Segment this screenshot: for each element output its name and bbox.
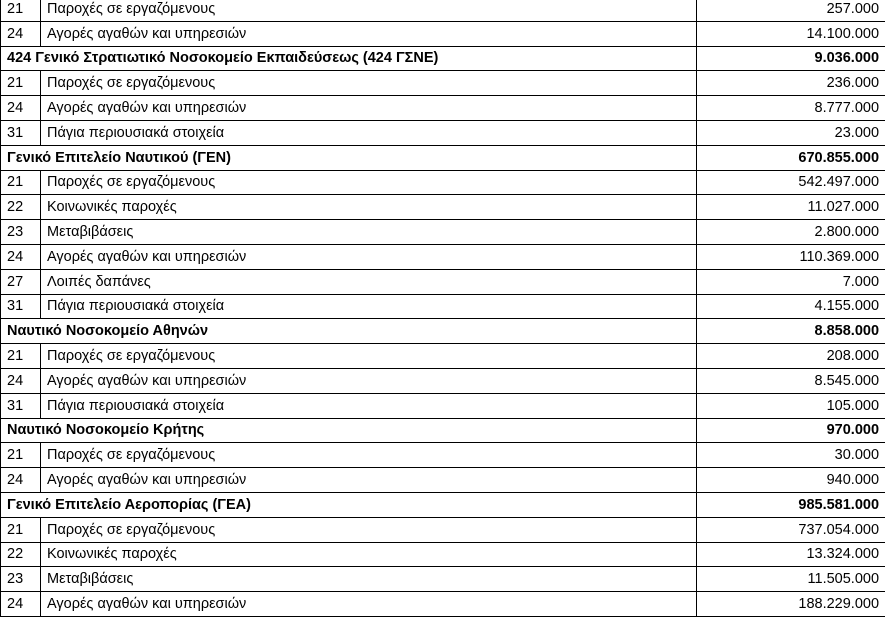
category-code: 21 [1,344,41,369]
category-amount: 4.155.000 [697,294,885,319]
category-label: Κοινωνικές παροχές [41,542,697,567]
category-amount: 8.545.000 [697,368,885,393]
category-code: 24 [1,592,41,617]
budget-table-body [1,0,885,616]
section-title: Γενικό Επιτελείο Αεροπορίας (ΓΕΑ) [1,492,697,517]
category-amount: 14.100.000 [697,21,885,46]
table-row [1,244,885,269]
category-code: 24 [1,244,41,269]
section-header-row [1,418,885,443]
category-label: Πάγια περιουσιακά στοιχεία [41,120,697,145]
section-total-amount: 8.858.000 [697,319,885,344]
category-amount: 542.497.000 [697,170,885,195]
category-label: Λοιπές δαπάνες [41,269,697,294]
section-total-amount: 970.000 [697,418,885,443]
section-title: 424 Γενικό Στρατιωτικό Νοσοκομείο Εκπαιδεύσεως (424 ΓΣΝΕ) [1,46,697,71]
category-label: Πάγια περιουσιακά στοιχεία [41,294,697,319]
category-label: Παροχές σε εργαζόμενους [41,170,697,195]
category-amount: 23.000 [697,120,885,145]
category-amount: 13.324.000 [697,542,885,567]
category-label: Παροχές σε εργαζόμενους [41,0,697,21]
category-code: 24 [1,96,41,121]
category-code: 21 [1,443,41,468]
category-amount: 208.000 [697,344,885,369]
table-row [1,443,885,468]
table-row [1,393,885,418]
section-total-amount: 985.581.000 [697,492,885,517]
category-code: 24 [1,368,41,393]
category-code: 23 [1,220,41,245]
category-code: 21 [1,517,41,542]
table-row [1,0,885,21]
category-label: Αγορές αγαθών και υπηρεσιών [41,368,697,393]
category-amount: 11.505.000 [697,567,885,592]
section-header-row [1,145,885,170]
category-amount: 236.000 [697,71,885,96]
table-row [1,170,885,195]
category-code: 24 [1,468,41,493]
category-label: Παροχές σε εργαζόμενους [41,443,697,468]
category-label: Παροχές σε εργαζόμενους [41,517,697,542]
category-code: 23 [1,567,41,592]
category-code: 21 [1,71,41,96]
category-amount: 30.000 [697,443,885,468]
category-amount: 105.000 [697,393,885,418]
category-label: Πάγια περιουσιακά στοιχεία [41,393,697,418]
section-total-amount: 670.855.000 [697,145,885,170]
category-label: Αγορές αγαθών και υπηρεσιών [41,96,697,121]
category-amount: 7.000 [697,269,885,294]
category-label: Αγορές αγαθών και υπηρεσιών [41,468,697,493]
category-amount: 188.229.000 [697,592,885,617]
table-row [1,71,885,96]
category-code: 31 [1,294,41,319]
category-amount: 2.800.000 [697,220,885,245]
category-label: Παροχές σε εργαζόμενους [41,344,697,369]
section-header-row [1,319,885,344]
table-row [1,21,885,46]
table-row [1,592,885,617]
category-code: 21 [1,170,41,195]
section-header-row [1,492,885,517]
table-row [1,220,885,245]
category-code: 22 [1,195,41,220]
category-amount: 940.000 [697,468,885,493]
table-row [1,269,885,294]
section-header-row [1,46,885,71]
table-row [1,96,885,121]
category-code: 31 [1,393,41,418]
section-total-amount: 9.036.000 [697,46,885,71]
category-amount: 8.777.000 [697,96,885,121]
table-row [1,294,885,319]
category-amount: 11.027.000 [697,195,885,220]
table-row [1,120,885,145]
table-row [1,195,885,220]
category-label: Αγορές αγαθών και υπηρεσιών [41,244,697,269]
category-code: 24 [1,21,41,46]
table-row [1,517,885,542]
category-amount: 257.000 [697,0,885,21]
section-title: Ναυτικό Νοσοκομείο Κρήτης [1,418,697,443]
table-row [1,542,885,567]
category-code: 31 [1,120,41,145]
category-code: 22 [1,542,41,567]
table-row [1,368,885,393]
category-amount: 737.054.000 [697,517,885,542]
category-amount: 110.369.000 [697,244,885,269]
table-row [1,344,885,369]
category-label: Αγορές αγαθών και υπηρεσιών [41,592,697,617]
table-row [1,567,885,592]
section-title: Γενικό Επιτελείο Ναυτικού (ΓΕΝ) [1,145,697,170]
category-label: Παροχές σε εργαζόμενους [41,71,697,96]
category-code: 27 [1,269,41,294]
category-label: Κοινωνικές παροχές [41,195,697,220]
category-label: Μεταβιβάσεις [41,220,697,245]
category-code: 21 [1,0,41,21]
category-label: Μεταβιβάσεις [41,567,697,592]
table-row [1,468,885,493]
category-label: Αγορές αγαθών και υπηρεσιών [41,21,697,46]
section-title: Ναυτικό Νοσοκομείο Αθηνών [1,319,697,344]
